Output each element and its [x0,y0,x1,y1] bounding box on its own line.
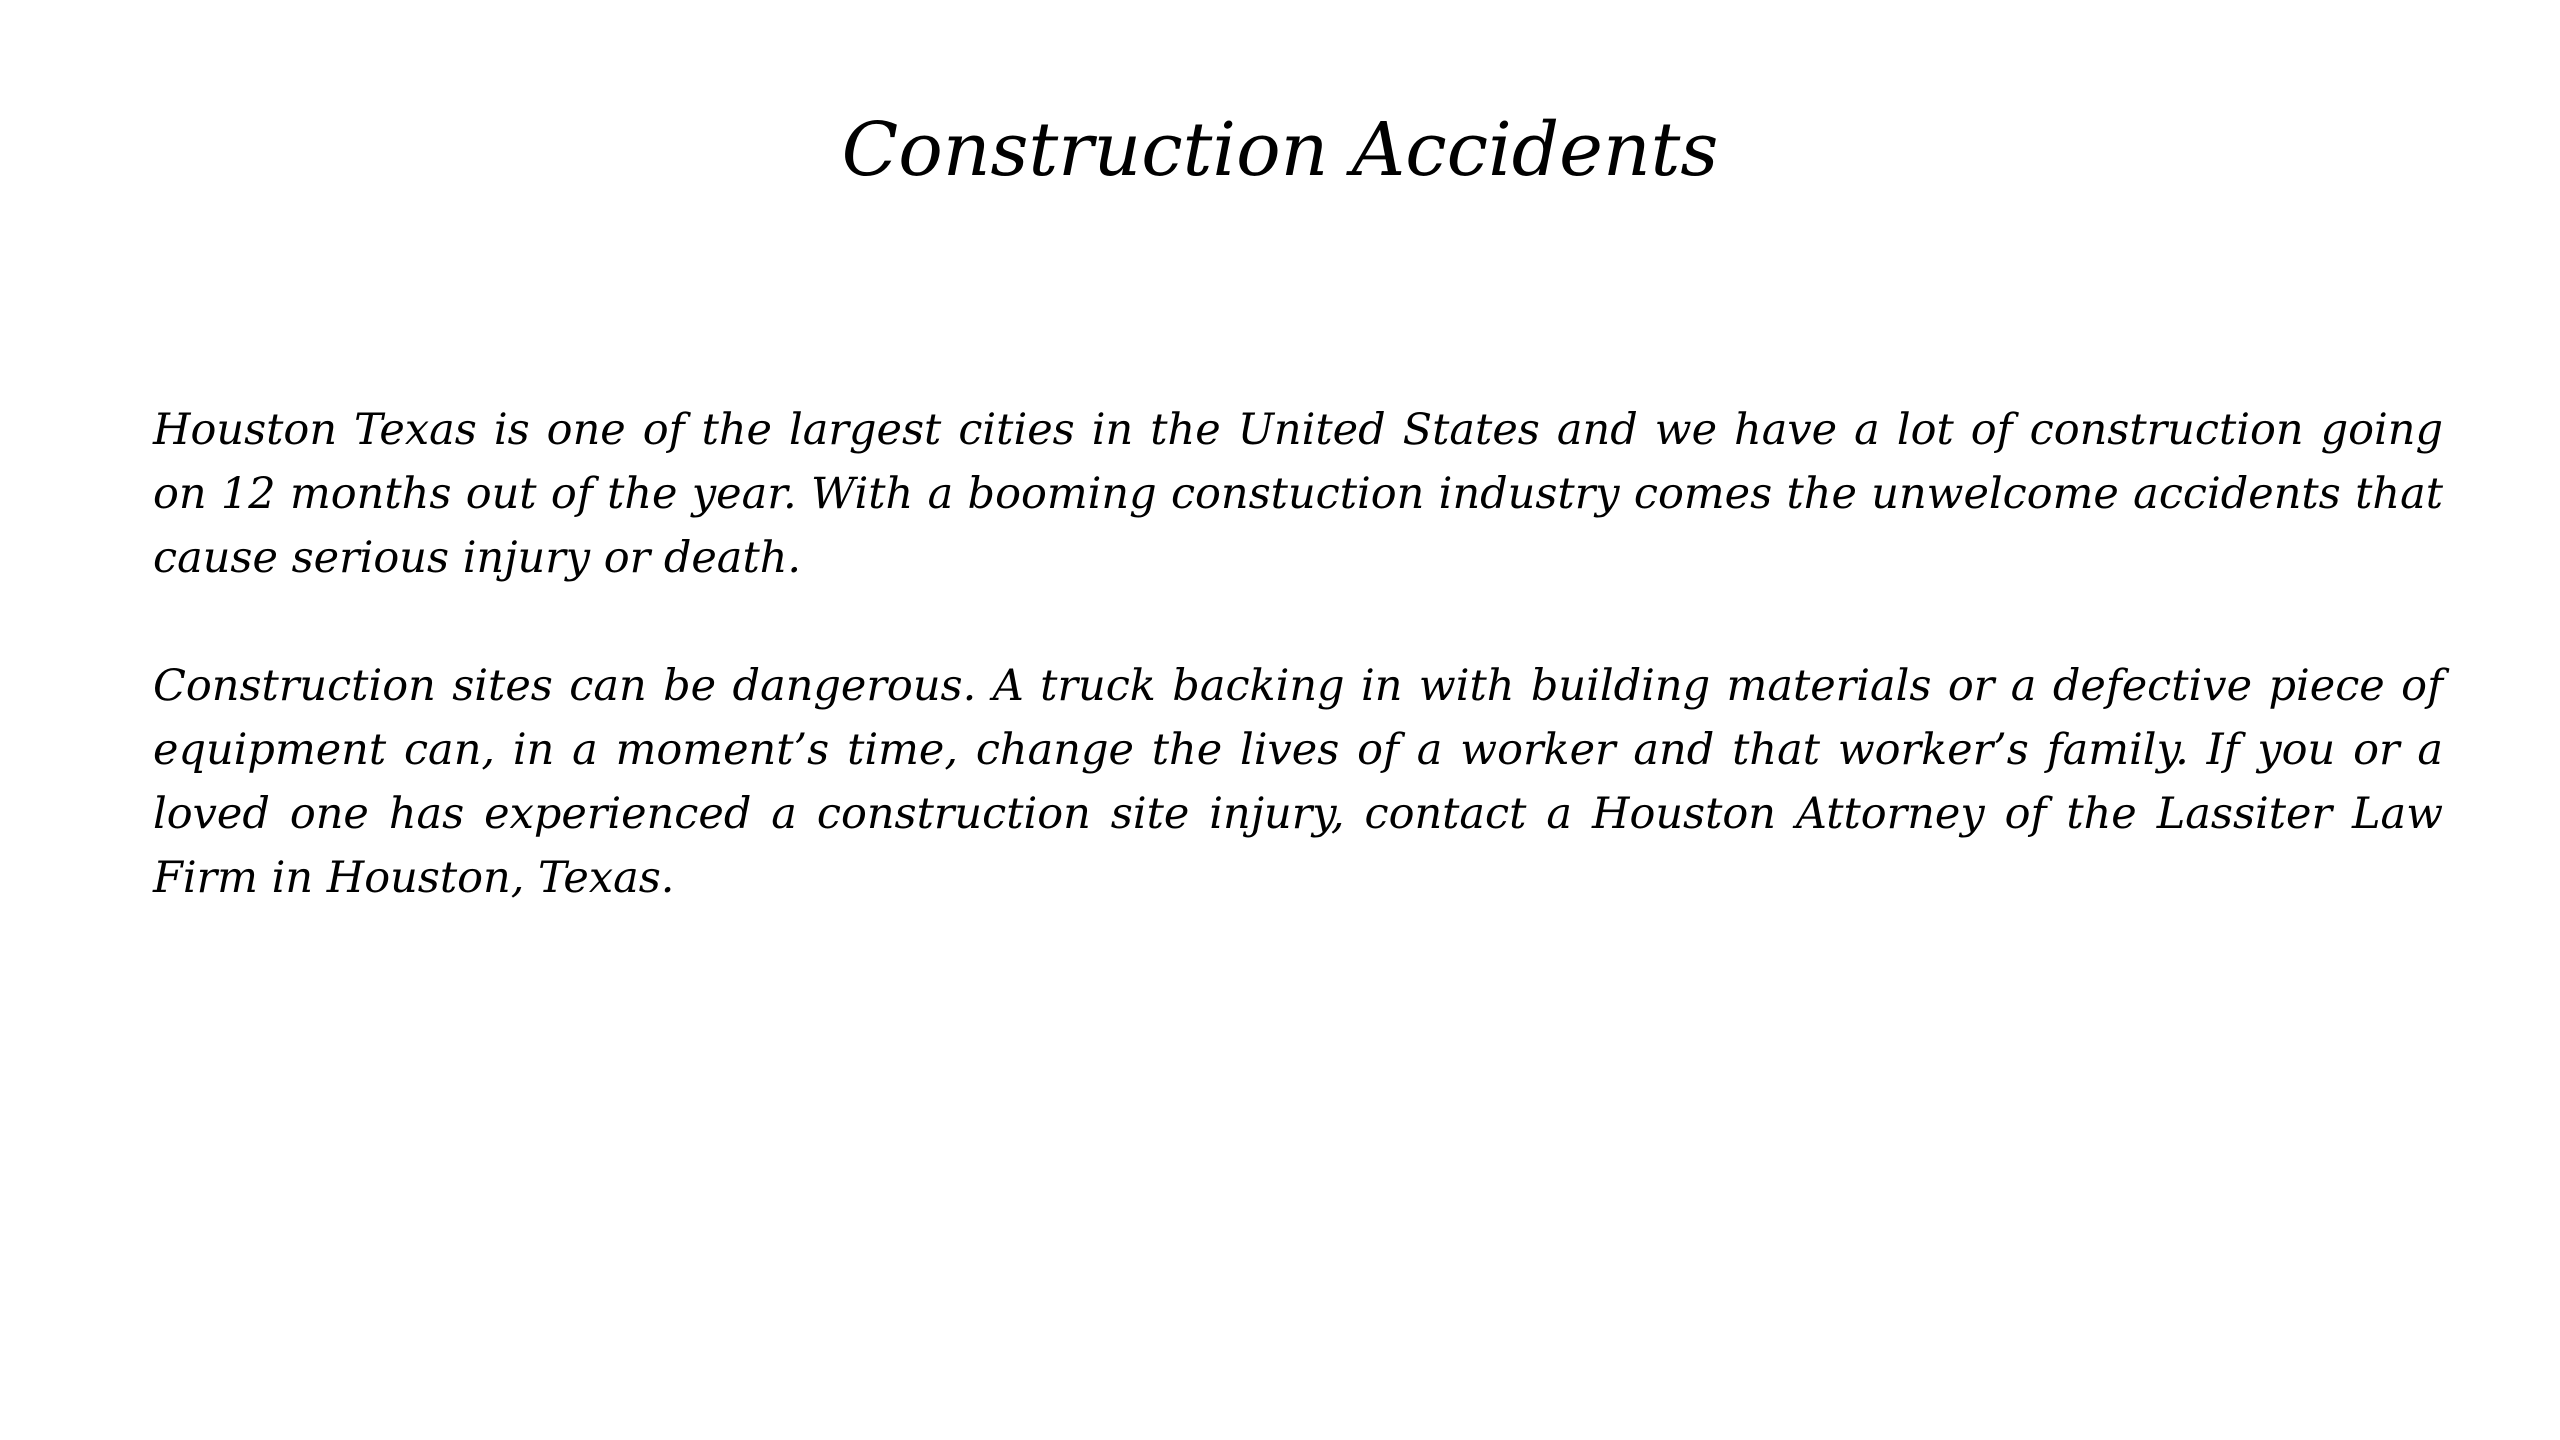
body-paragraph-2: Construction sites can be dangerous. A truck backing in with building materials or a defective piece of equipment can, in a moment’s time, change the lives of a worker and that worker’s family. If you or a loved one has experienced a construction site injury, contact a Houston Attorney of the Lassiter Law Firm in Houston, Texas. [153,661,2443,903]
slide-body [153,398,2443,910]
slide-title: Construction Accidents [841,107,1719,193]
body-paragraph-1: Houston Texas is one of the largest cities in the United States and we have a lot of construction going on 12 months out of the year. With a booming constuction industry comes the unwelcome accidents that cause serious injury or death. [153,405,2443,583]
